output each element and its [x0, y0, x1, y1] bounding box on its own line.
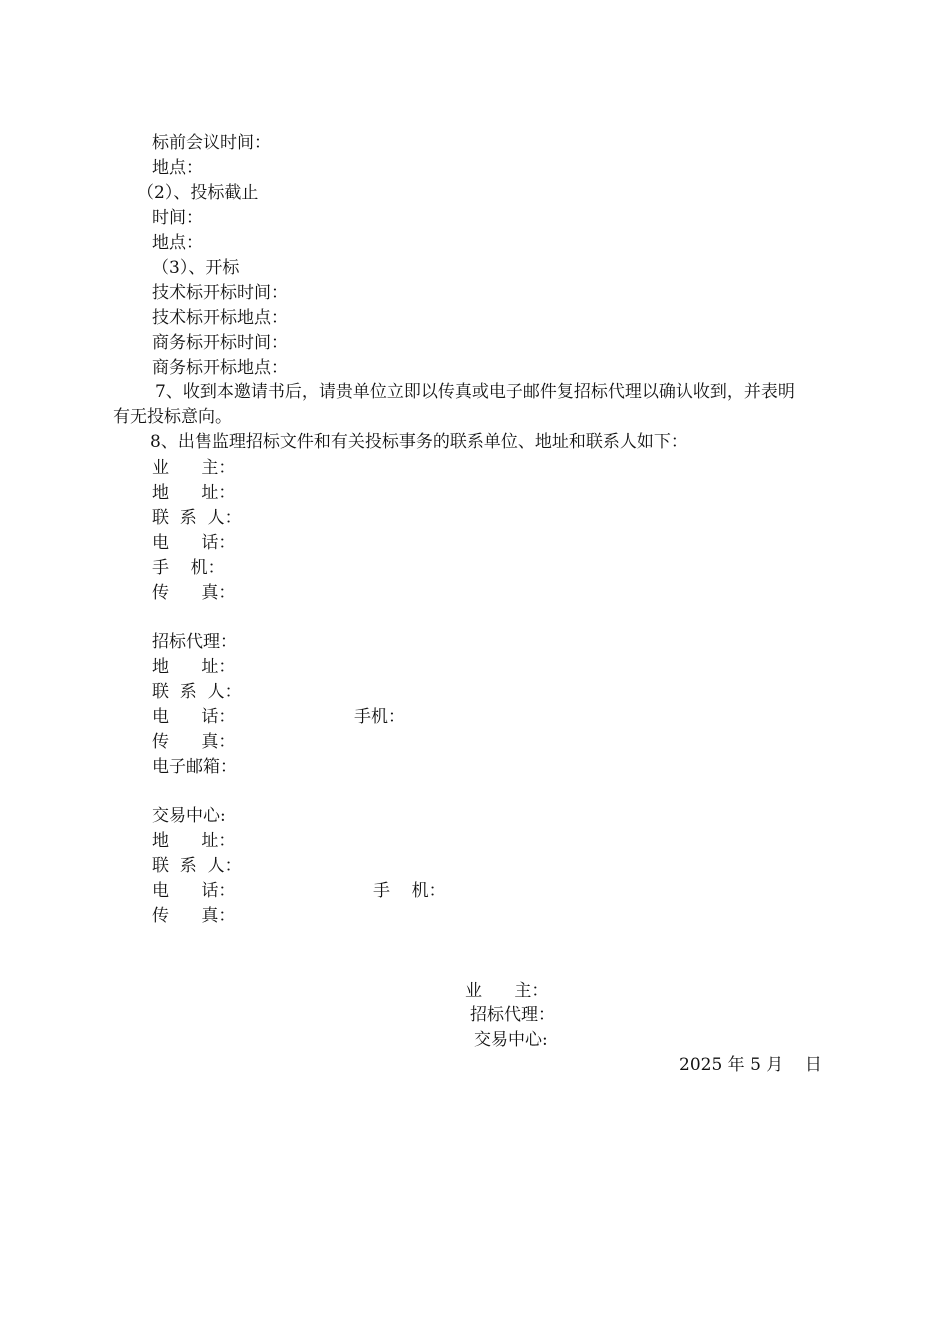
- item-7-paragraph-line-2: 有无投标意向。: [113, 407, 232, 427]
- pre-bid-meeting-place-label: 地点：: [152, 158, 203, 178]
- exchange-mobile-label: 手 机：: [373, 881, 446, 901]
- technical-bid-opening-time-label: 技术标开标时间：: [152, 283, 288, 303]
- signature-owner: 业 主：: [465, 981, 549, 1001]
- item-7-paragraph-line-1: 7、收到本邀请书后，请贵单位立即以传真或电子邮件复招标代理以确认收到，并表明: [155, 382, 795, 402]
- agent-fax-label: 传 真：: [152, 732, 236, 752]
- technical-bid-opening-place-label: 技术标开标地点：: [152, 308, 288, 328]
- bid-deadline-place-label: 地点：: [152, 233, 203, 253]
- agent-address-label: 地 址：: [152, 657, 236, 677]
- agent-label: 招标代理：: [152, 632, 237, 652]
- bid-deadline-time-label: 时间：: [152, 208, 203, 228]
- owner-phone-label: 电 话：: [152, 533, 236, 553]
- item-8-paragraph: 8、出售监理招标文件和有关投标事务的联系单位、地址和联系人如下：: [150, 432, 688, 452]
- signature-date: 2025 年 5 月 日: [679, 1055, 822, 1075]
- business-bid-opening-time-label: 商务标开标时间：: [152, 333, 288, 353]
- bid-deadline-heading: （2）、投标截止: [137, 183, 259, 203]
- agent-phone-label: 电 话：: [152, 707, 236, 727]
- exchange-contact-label: 联 系 人：: [152, 856, 242, 876]
- pre-bid-meeting-time-label: 标前会议时间：: [152, 133, 271, 153]
- agent-email-label: 电子邮箱：: [152, 757, 237, 777]
- bid-opening-heading: （3）、开标: [152, 258, 240, 278]
- exchange-phone-label: 电 话：: [152, 881, 236, 901]
- signature-agent: 招标代理：: [470, 1005, 555, 1025]
- owner-mobile-label: 手 机：: [152, 558, 225, 578]
- exchange-center-label: 交易中心:: [152, 806, 226, 826]
- agent-contact-label: 联 系 人：: [152, 682, 242, 702]
- owner-address-label: 地 址：: [152, 483, 236, 503]
- owner-label: 业 主：: [152, 458, 236, 478]
- signature-exchange-center: 交易中心:: [474, 1030, 548, 1050]
- owner-contact-label: 联 系 人：: [152, 508, 242, 528]
- owner-fax-label: 传 真：: [152, 583, 236, 603]
- exchange-address-label: 地 址：: [152, 831, 236, 851]
- agent-mobile-label: 手机：: [354, 707, 405, 727]
- exchange-fax-label: 传 真：: [152, 906, 236, 926]
- business-bid-opening-place-label: 商务标开标地点：: [152, 358, 288, 378]
